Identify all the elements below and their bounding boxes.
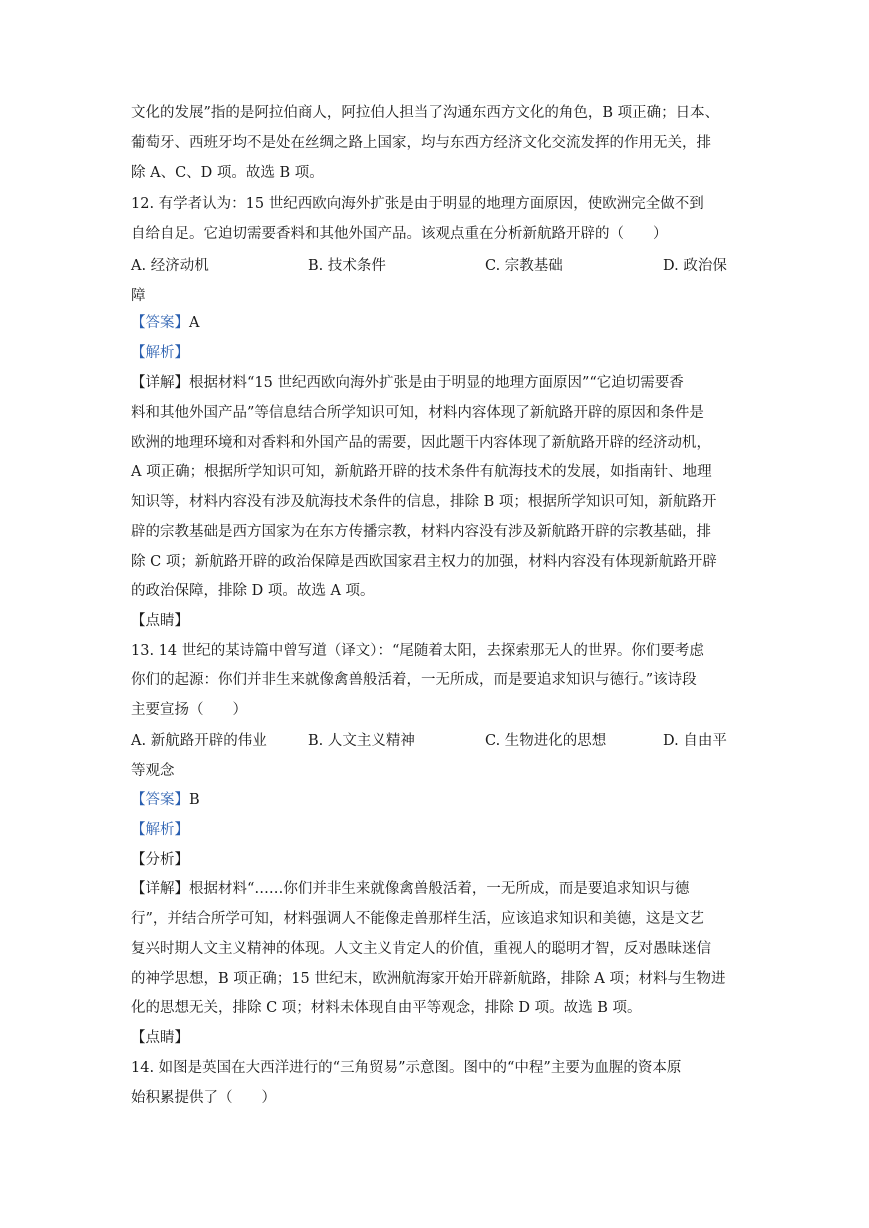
q12-option-a: A. 经济动机 xyxy=(131,258,209,274)
q13-detail: 【详解】根据材料“……你们并非生来就像禽兽般活着，一无所成，而是要追求知识与德 xyxy=(131,881,690,897)
q14-stem: 14. 如图是英国在大西洋进行的“三角贸易”示意图。图中的“中程”主要为血腥的资本原 xyxy=(131,1060,682,1076)
q12-analysis-tag: 【解析】 xyxy=(131,345,189,361)
q12-comment-tag: 【点睛】 xyxy=(131,613,189,629)
answer-value: B xyxy=(189,792,200,808)
answer-value: A xyxy=(189,315,200,331)
q12-detail: 【详解】根据材料“15 世纪西欧向海外扩张是由于明显的地理方面原因”“它迫切需要香 xyxy=(131,375,684,391)
intro-line: 文化的发展”指的是阿拉伯商人，阿拉伯人担当了沟通东西方文化的角色，B 项正确；日本、 xyxy=(131,105,720,121)
q13-detail: 的神学思想，B 项正确；15 世纪末，欧洲航海家开始开辟新航路，排除 A 项；材料与生物进 xyxy=(131,971,726,987)
q12-stem: 12. 有学者认为：15 世纪西欧向海外扩张是由于明显的地理方面原因，使欧洲完全做不到 xyxy=(131,196,704,212)
q12-stem: 自给自足。它迫切需要香料和其他外国产品。该观点重在分析新航路开辟的（ ） xyxy=(131,226,668,242)
q13-option-d-continued: 等观念 xyxy=(131,763,175,779)
q12-detail: 的政治保障，排除 D 项。故选 A 项。 xyxy=(131,583,375,599)
q12-answer xyxy=(131,313,199,333)
q12-detail: 知识等，材料内容没有涉及航海技术条件的信息，排除 B 项；根据所学知识可知，新航路开 xyxy=(131,494,717,510)
q13-option-c: C. 生物进化的思想 xyxy=(485,733,607,749)
q13-comment-tag: 【点睛】 xyxy=(131,1030,189,1046)
q13-analyze-tag: 【分析】 xyxy=(131,852,189,868)
q12-detail: 料和其他外国产品”等信息结合所学知识可知，材料内容体现了新航路开辟的原因和条件是 xyxy=(131,405,704,421)
q13-stem: 你们的起源：你们并非生来就像禽兽般活着，一无所成，而是要追求知识与德行。”该诗段 xyxy=(131,672,697,688)
answer-tag: 【答案】 xyxy=(131,792,189,808)
q13-detail: 化的思想无关，排除 C 项；材料未体现自由平等观念，排除 D 项。故选 B 项。 xyxy=(131,1000,642,1016)
q12-detail: 欧洲的地理环境和对香料和外国产品的需要，因此题干内容体现了新航路开辟的经济动机， xyxy=(131,435,711,451)
q13-stem: 13. 14 世纪的某诗篇中曾写道（译文）：“尾随着太阳，去探索那无人的世界。你们要考虑 xyxy=(131,643,704,659)
q12-detail: 除 C 项；新航路开辟的政治保障是西欧国家君主权力的加强，材料内容没有体现新航路开辟 xyxy=(131,554,717,570)
q12-option-d: D. 政治保 xyxy=(663,258,727,274)
q12-detail: A 项正确；根据所学知识可知，新航路开辟的技术条件有航海技术的发展，如指南针、地理 xyxy=(131,464,712,480)
q13-detail: 行”，并结合所学可知，材料强调人不能像走兽那样生活，应该追求知识和美德，这是文艺 xyxy=(131,911,704,927)
q14-stem: 始积累提供了（ ） xyxy=(131,1090,276,1106)
intro-line: 除 A、C、D 项。故选 B 项。 xyxy=(131,165,324,181)
q12-detail: 辟的宗教基础是西方国家为在东方传播宗教，材料内容没有涉及新航路开辟的宗教基础，排 xyxy=(131,524,711,540)
answer-tag: 【答案】 xyxy=(131,315,189,331)
intro-line: 葡萄牙、西班牙均不是处在丝绸之路上国家，均与东西方经济文化交流发挥的作用无关，排 xyxy=(131,135,711,151)
q13-option-b: B. 人文主义精神 xyxy=(308,733,415,749)
q12-option-c: C. 宗教基础 xyxy=(485,258,563,274)
q13-detail: 复兴时期人文主义精神的体现。人文主义肯定人的价值，重视人的聪明才智，反对愚昧迷信 xyxy=(131,941,711,957)
q13-analysis-tag: 【解析】 xyxy=(131,822,189,838)
q12-option-b: B. 技术条件 xyxy=(308,258,386,274)
q13-answer xyxy=(131,790,200,810)
q13-option-d: D. 自由平 xyxy=(663,733,727,749)
q13-stem: 主要宣扬（ ） xyxy=(131,702,247,718)
q12-option-d-continued: 障 xyxy=(131,288,146,304)
q13-option-a: A. 新航路开辟的伟业 xyxy=(131,733,267,749)
